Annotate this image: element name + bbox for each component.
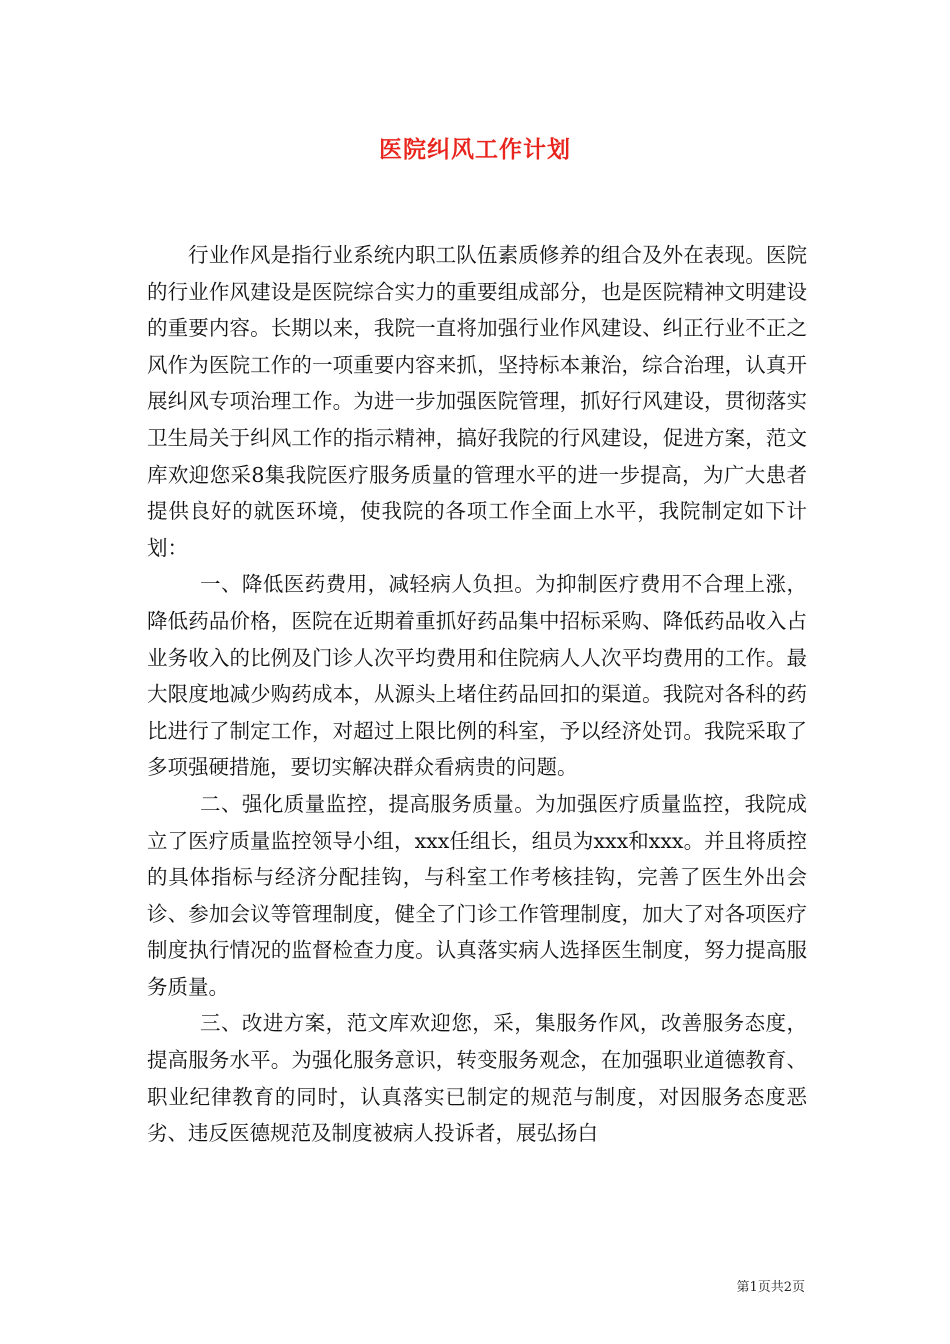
page-number: 第1页共2页 xyxy=(736,1280,805,1295)
paragraph-item-2: 二、强化质量监控，提高服务质量。为加强医疗质量监控，我院成立了医疗质量监控领导小组，xxx任组长，组员为xxx和xxx。并且将质控的具体指标与经济分配挂钩，与科室工作考核挂钩，完善了医生外出会诊、参加会议等管理制度，健全了门诊工作管理制度，加大了对各项医疗制度执行情况的监督检查力度。认真落实病人选择医生制度，努力提高服务质量。 xyxy=(147,791,807,999)
document-title: 医院纠风工作计划 xyxy=(379,136,571,163)
paragraph-item-1: 一、降低医药费用，减轻病人负担。为抑制医疗费用不合理上涨，降低药品价格，医院在近期着重抓好药品集中招标采购、降低药品收入占业务收入的比例及门诊人次平均费用和住院病人人次平均费用的工作。最大限度地减少购药成本，从源头上堵住药品回扣的渠道。我院对各科的药比进行了制定工作，对超过上限比例的科室，予以经济处罚。我院采取了多项强硬措施，要切实解决群众看病贵的问题。 xyxy=(147,572,807,780)
paragraph-item-3: 三、改进方案，范文库欢迎您，采，集服务作风，改善服务态度，提高服务水平。为强化服务意识，转变服务观念，在加强职业道德教育、职业纪律教育的同时，认真落实已制定的规范与制度，对因服务态度恶劣、违反医德规范及制度被病人投诉者，展弘扬白 xyxy=(147,1011,807,1146)
paragraph-intro: 行业作风是指行业系统内职工队伍素质修养的组合及外在表现。医院的行业作风建设是医院综合实力的重要组成部分，也是医院精神文明建设的重要内容。长期以来，我院一直将加强行业作风建设、纠正行业不正之风作为医院工作的一项重要内容来抓，坚持标本兼治，综合治理，认真开展纠风专项治理工作。为进一步加强医院管理，抓好行风建设，贯彻落实卫生局关于纠风工作的指示精神，搞好我院的行风建设，促进方案，范文库欢迎您采8集我院医疗服务质量的管理水平的进一步提高，为广大患者提供良好的就医环境，使我院的各项工作全面上水平，我院制定如下计划： xyxy=(147,243,807,560)
document-body xyxy=(147,237,807,1152)
